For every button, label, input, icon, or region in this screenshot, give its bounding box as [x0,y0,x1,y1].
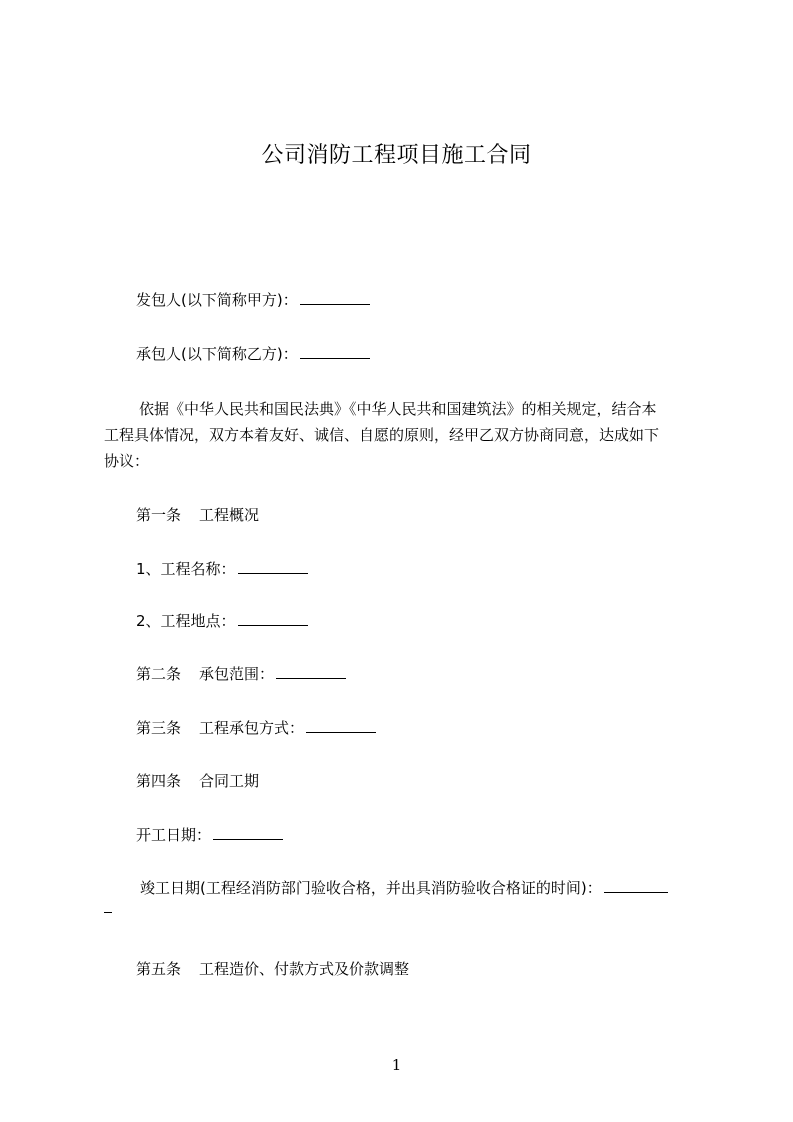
party-b-blank[interactable] [300,344,370,359]
article-2-heading: 第二条 [136,665,182,683]
party-a-line [136,290,370,310]
party-a-blank[interactable] [300,290,370,305]
item-2-label: 2、工程地点： [136,612,236,630]
article-2-title: 承包范围： [199,665,275,683]
completion-date-wrap [104,906,112,913]
article-1-title: 工程概况 [199,506,260,524]
completion-date-label: 竣工日期(工程经消防部门验收合格，并出具消防验收合格证的时间)： [140,879,602,897]
start-date-label: 开工日期： [136,826,212,844]
article-3 [136,718,376,738]
document-title: 公司消防工程项目施工合同 [261,143,532,168]
item-1-line [136,559,308,579]
preamble-line-1: 依据《中华人民共和国民法典》《中华人民共和国建筑法》的相关规定，结合本 [139,400,657,418]
preamble-line-2: 工程具体情况，双方本着友好、诚信、自愿的原则，经甲乙双方协商同意，达成如下 [104,426,660,444]
start-date-blank[interactable] [213,825,283,840]
contract-method-blank[interactable] [306,718,376,733]
article-5-title: 工程造价、付款方式及价款调整 [199,960,410,978]
article-4-heading: 第四条 [136,772,182,790]
item-2-line [136,611,308,631]
party-b-label: 承包人(以下简称乙方)： [136,345,298,363]
article-3-heading: 第三条 [136,719,182,737]
project-name-blank[interactable] [238,559,308,574]
article-5-heading: 第五条 [136,960,182,978]
preamble-paragraph [104,396,704,474]
page-number: 1 [391,1056,402,1074]
article-3-title: 工程承包方式： [199,719,305,737]
scope-blank[interactable] [276,664,346,679]
article-1-heading: 第一条 [136,506,182,524]
start-date-line [136,825,283,845]
article-5 [136,959,409,979]
preamble-line-3: 协议： [104,452,150,470]
completion-date-line [140,878,668,898]
article-4 [136,771,259,791]
project-location-blank[interactable] [238,611,308,626]
article-1 [136,505,259,525]
party-b-line [136,344,370,364]
item-1-label: 1、工程名称： [136,560,236,578]
article-4-title: 合同工期 [199,772,260,790]
completion-date-blank-tail [104,906,112,913]
completion-date-blank[interactable] [604,878,668,893]
party-a-label: 发包人(以下简称甲方)： [136,291,298,309]
article-2 [136,664,346,684]
